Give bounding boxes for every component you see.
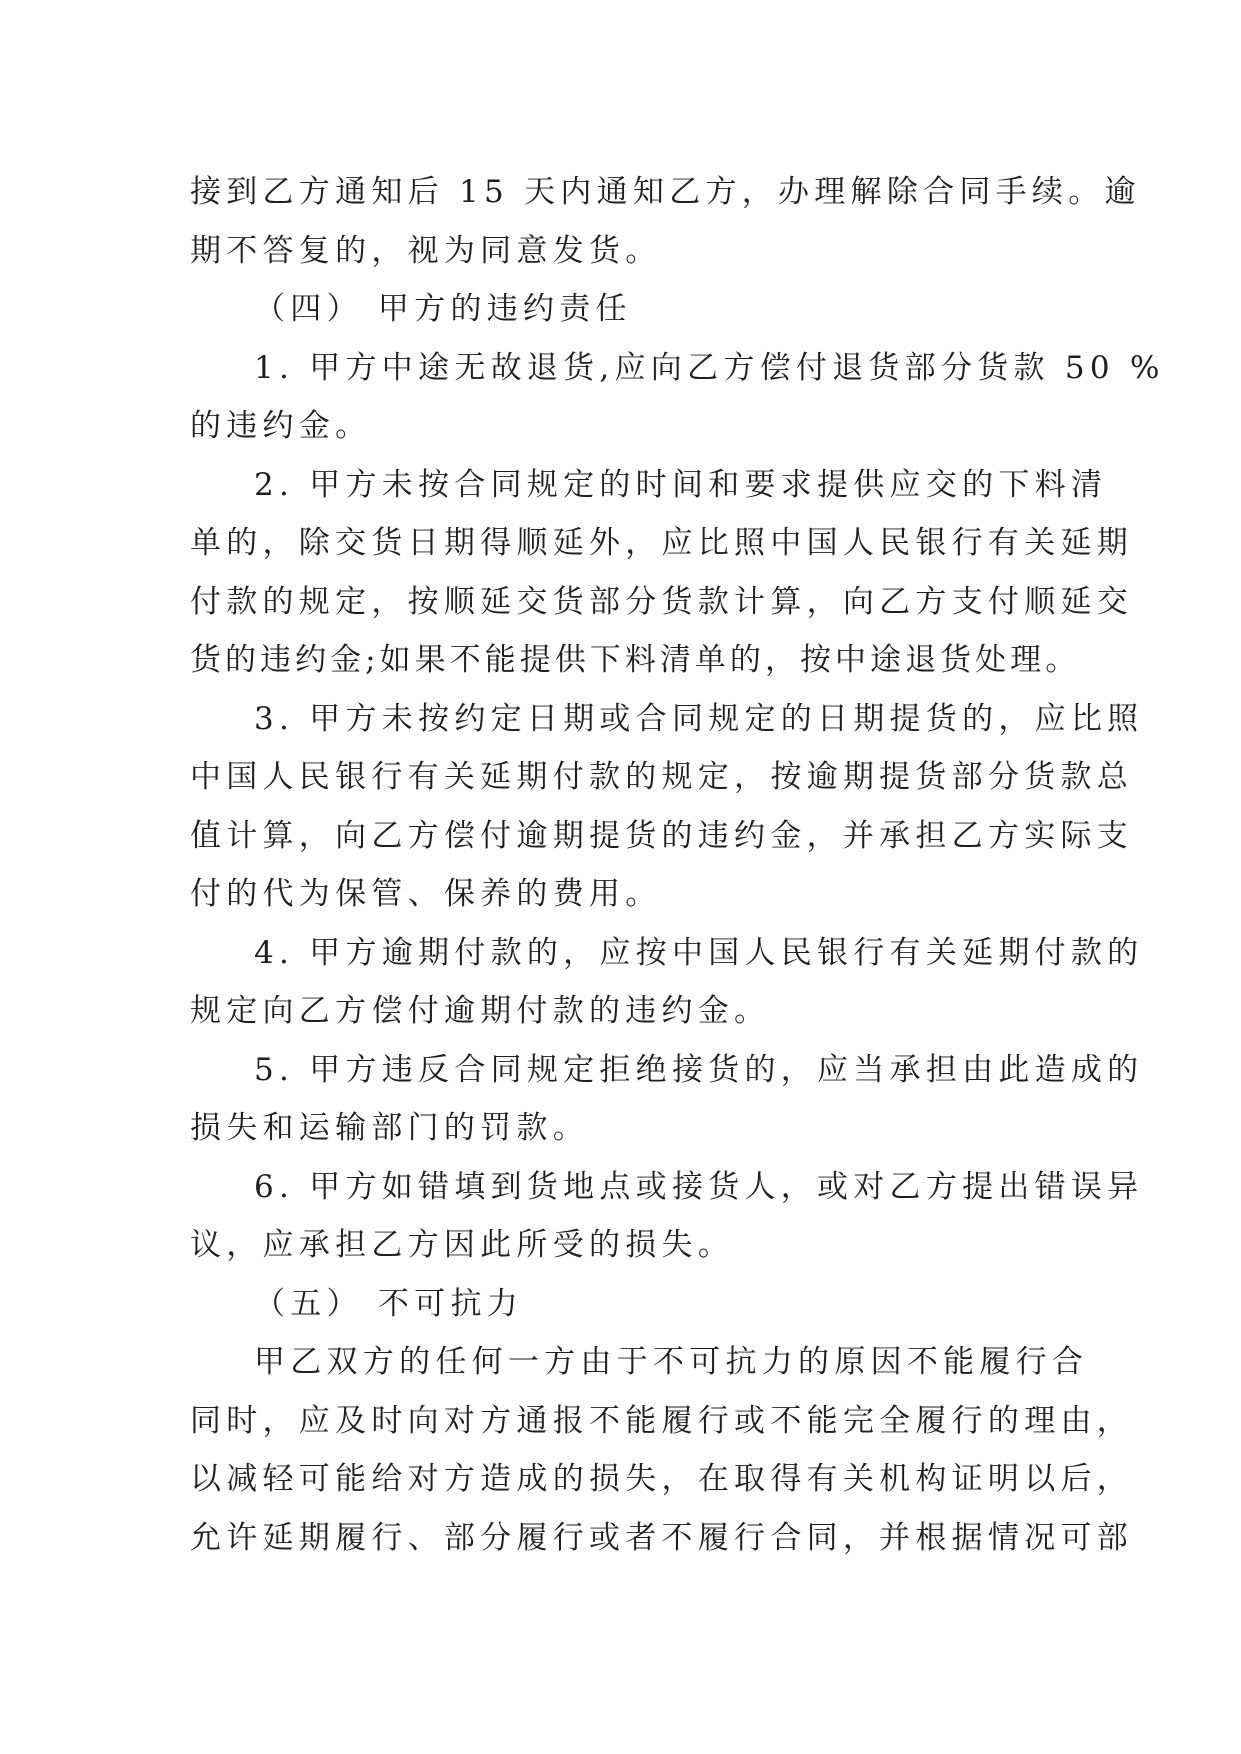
text-line: 付款的规定，按顺延交货部分货款计算，向乙方支付顺延交 bbox=[190, 583, 1134, 620]
numbered-paragraph-line: 3. 甲方未按约定日期或合同规定的日期提货的，应比照 bbox=[254, 700, 1144, 737]
numbered-paragraph-line: 5. 甲方违反合同规定拒绝接货的，应当承担由此造成的 bbox=[254, 1051, 1144, 1088]
text-line: 值计算，向乙方偿付逾期提货的违约金，并承担乙方实际支 bbox=[190, 817, 1134, 854]
text-line: 付的代为保管、保养的费用。 bbox=[190, 876, 662, 912]
section-heading: （四） 甲方的违约责任 bbox=[254, 291, 632, 327]
text-line: 接到乙方通知后 15 天内通知乙方，办理解除合同手续。逾 bbox=[190, 174, 1141, 210]
text-line: 规定向乙方偿付逾期付款的违约金。 bbox=[190, 993, 771, 1029]
text-line: 的违约金。 bbox=[190, 408, 372, 444]
text-line: 期不答复的，视为同意发货。 bbox=[190, 232, 662, 269]
paragraph-line: 甲乙双方的任何一方由于不可抗力的原因不能履行合 bbox=[254, 1344, 1089, 1380]
numbered-paragraph-line: 1. 甲方中途无故退货,应向乙方偿付退货部分货款 50 % bbox=[254, 349, 1165, 386]
text-line: 以减轻可能给对方造成的损失，在取得有关机构证明以后， bbox=[190, 1461, 1134, 1497]
text-line: 损失和运输部门的罚款。 bbox=[190, 1110, 589, 1146]
numbered-paragraph-line: 6. 甲方如错填到货地点或接货人，或对乙方提出错误异 bbox=[254, 1168, 1144, 1205]
text-line: 货的违约金;如果不能提供下料清单的，按中途退货处理。 bbox=[190, 642, 1081, 678]
numbered-paragraph-line: 2. 甲方未按合同规定的时间和要求提供应交的下料清 bbox=[254, 466, 1108, 503]
text-line: 单的，除交货日期得顺延外，应比照中国人民银行有关延期 bbox=[190, 525, 1134, 561]
text-line: 允许延期履行、部分履行或者不履行合同，并根据情况可部 bbox=[190, 1519, 1134, 1556]
document-body bbox=[190, 163, 1165, 1567]
section-heading: （五） 不可抗力 bbox=[254, 1285, 524, 1322]
text-line: 同时，应及时向对方通报不能履行或不能完全履行的理由， bbox=[190, 1402, 1134, 1439]
numbered-paragraph-line: 4. 甲方逾期付款的，应按中国人民银行有关延期付款的 bbox=[254, 934, 1144, 971]
text-line: 中国人民银行有关延期付款的规定，按逾期提货部分货款总 bbox=[190, 759, 1134, 795]
text-line: 议，应承担乙方因此所受的损失。 bbox=[190, 1227, 735, 1263]
